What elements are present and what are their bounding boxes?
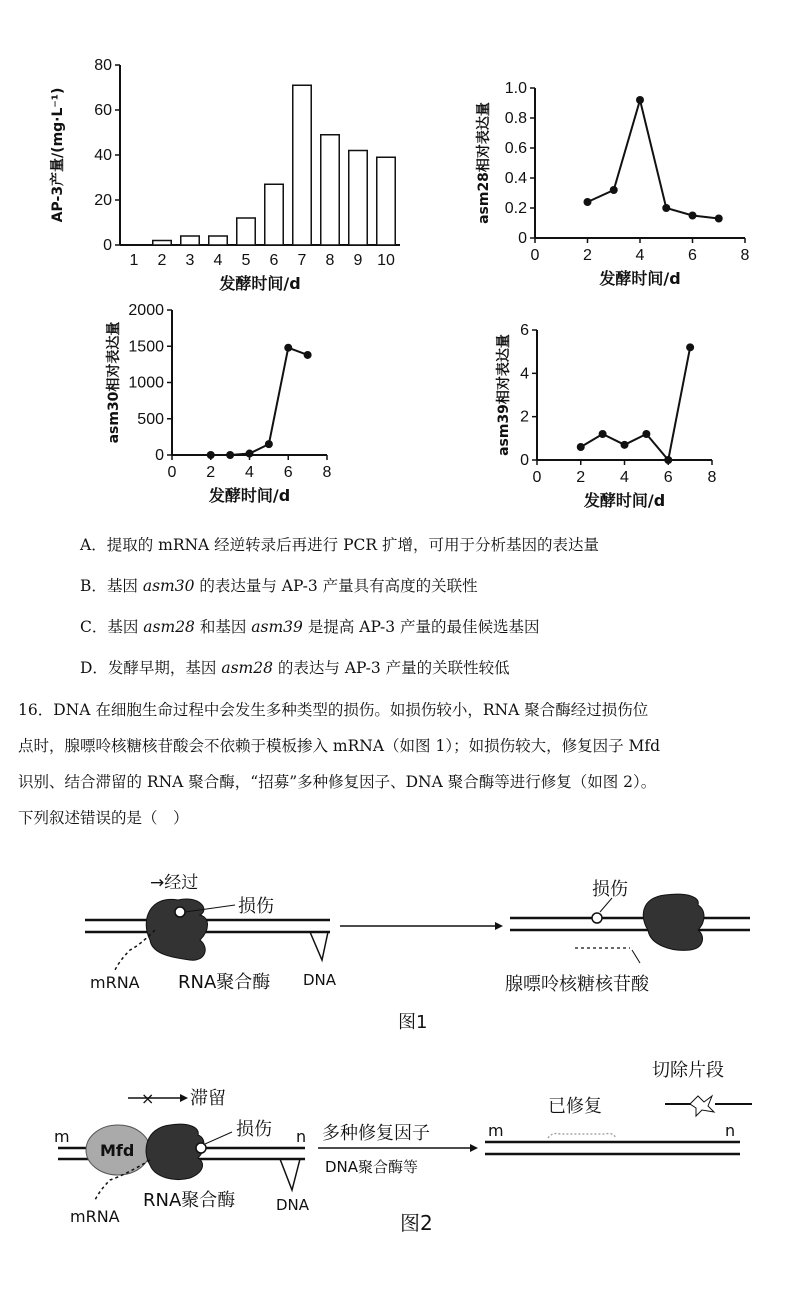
x-tick-label: 8 — [325, 252, 335, 269]
option-c-post: 是提高 AP-3 产量的最佳候选基因 — [302, 618, 540, 636]
option-d — [80, 656, 510, 678]
y-axis-label: asm28相对表达量 — [476, 102, 492, 224]
dnapol-label: DNA聚合酶等 — [325, 1158, 419, 1176]
m-label-left: m — [54, 1127, 70, 1146]
y-tick-label: 0.6 — [504, 140, 527, 157]
y-tick-label: 0.2 — [504, 200, 527, 217]
asm28-line-chart-svg — [470, 70, 770, 295]
data-point — [642, 430, 650, 438]
y-tick-label: 0 — [155, 447, 164, 464]
bar — [153, 241, 171, 246]
x-tick-label: 9 — [353, 252, 363, 269]
y-tick-label: 0 — [103, 237, 112, 254]
x-tick-label: 2 — [157, 252, 167, 269]
option-d-pre: D．发酵早期，基因 — [80, 659, 222, 677]
data-point — [610, 186, 618, 194]
data-point — [621, 441, 629, 449]
y-tick-label: 6 — [520, 322, 529, 339]
x-tick-label: 5 — [241, 252, 251, 269]
stall-label: 滞留 — [190, 1088, 226, 1109]
n-label-left: n — [296, 1127, 307, 1146]
data-point — [284, 344, 292, 352]
bar — [181, 236, 199, 245]
question-line-1: 16．DNA 在细胞生命过程中会发生多种类型的损伤。如损伤较小，RNA 聚合酶经过损伤位 — [18, 701, 649, 719]
x-tick-label: 4 — [245, 464, 254, 481]
option-b-post: 的表达量与 AP-3 产量具有高度的关联性 — [194, 577, 478, 595]
asm39-line-chart — [490, 310, 750, 515]
x-tick-label: 2 — [576, 469, 586, 486]
series-line — [581, 347, 690, 460]
y-axis-label: asm39相对表达量 — [496, 334, 512, 456]
m-label-right: m — [488, 1121, 504, 1140]
y-tick-label: 0.4 — [504, 170, 527, 187]
mrna-label-2: mRNA — [70, 1207, 120, 1226]
excised-label: 切除片段 — [652, 1060, 724, 1081]
asm30-line-chart — [100, 295, 360, 515]
bar — [349, 151, 367, 246]
option-c-mid: 和基因 — [194, 618, 252, 636]
bar — [237, 218, 255, 245]
x-tick-label: 2 — [206, 464, 216, 481]
y-tick-label: 0.8 — [504, 110, 527, 127]
option-c-pre: C．基因 — [80, 618, 144, 636]
fig2-right — [485, 1060, 752, 1154]
y-tick-label: 40 — [94, 147, 112, 164]
series-line — [588, 100, 719, 219]
dna-repair-figure — [0, 860, 800, 1290]
y-tick-label: 2 — [520, 408, 529, 426]
data-point — [246, 450, 254, 458]
x-tick-label: 4 — [213, 252, 223, 269]
x-tick-label: 0 — [530, 247, 540, 264]
x-tick-label: 8 — [707, 469, 717, 486]
fig2-left — [54, 1088, 310, 1226]
n-label-right: n — [725, 1121, 736, 1140]
y-tick-label: 0 — [520, 452, 529, 469]
asm28-line-chart — [470, 70, 770, 295]
stall-x: × — [141, 1089, 155, 1108]
excised-fragment-shape — [690, 1096, 714, 1116]
option-a: A．提取的 mRNA 经逆转录后再进行 PCR 扩增，可用于分析基因的表达量 — [80, 536, 599, 554]
x-tick-label: 1 — [129, 252, 139, 269]
option-c-gene1: asm28 — [143, 618, 195, 636]
y-axis-label: asm30相对表达量 — [106, 321, 122, 444]
data-point — [662, 204, 670, 212]
x-axis-label: 发酵时间/d — [219, 274, 301, 293]
option-c-gene2: asm39 — [251, 618, 303, 636]
adenine-label: 腺嘌呤核糖核苷酸 — [505, 974, 649, 995]
data-point — [304, 351, 312, 359]
dna-label-1: DNA — [303, 971, 337, 989]
ap3-bar-chart-svg — [40, 40, 410, 300]
x-tick-label: 0 — [167, 464, 177, 481]
data-point — [226, 451, 234, 459]
bar — [377, 157, 395, 245]
asm39-line-chart-svg — [490, 310, 750, 515]
x-tick-label: 6 — [269, 252, 279, 269]
y-tick-label: 4 — [520, 365, 529, 383]
option-d-gene: asm28 — [221, 659, 273, 677]
data-point — [636, 96, 644, 104]
option-b-pre: B．基因 — [80, 577, 143, 595]
x-tick-label: 0 — [532, 469, 542, 486]
data-point — [689, 212, 697, 220]
question-line-3: 识别、结合滞留的 RNA 聚合酶，“招募”多种修复因子、DNA 聚合酶等进行修复（如图 2）。 — [18, 773, 657, 791]
x-axis-label: 发酵时间/d — [583, 491, 666, 510]
y-tick-label: 1000 — [128, 374, 164, 392]
repaired-label: 已修复 — [548, 1096, 602, 1117]
y-tick-label: 1.0 — [504, 80, 527, 97]
x-tick-label: 8 — [740, 247, 750, 264]
mrna-label-1: mRNA — [90, 973, 140, 992]
fig1-caption: 图1 — [398, 1012, 428, 1033]
question-16 — [18, 692, 788, 836]
series-line — [211, 348, 308, 455]
y-axis-label: AP-3产量/(mg·L⁻¹) — [50, 87, 66, 223]
fig1-right — [505, 879, 750, 995]
data-point — [664, 456, 672, 464]
factors-label: 多种修复因子 — [322, 1123, 430, 1144]
y-tick-label: 1500 — [128, 338, 164, 356]
x-tick-label: 6 — [663, 469, 673, 486]
data-point — [599, 430, 607, 438]
option-b-gene: asm30 — [142, 577, 195, 595]
rnap-label-2: RNA聚合酶 — [143, 1190, 236, 1211]
x-tick-label: 7 — [297, 252, 307, 269]
option-b — [80, 574, 478, 596]
fig2-caption: 图2 — [400, 1211, 433, 1235]
x-tick-label: 6 — [688, 247, 697, 264]
x-axis-label: 发酵时间/d — [599, 269, 681, 288]
data-point — [207, 451, 215, 459]
data-point — [584, 198, 592, 206]
damage-label-3: 损伤 — [236, 1119, 272, 1140]
damage-label-1: 损伤 — [238, 896, 274, 917]
y-tick-label: 2000 — [128, 302, 164, 319]
data-point — [686, 343, 694, 351]
bar — [209, 236, 227, 245]
y-tick-label: 60 — [94, 102, 112, 119]
data-point — [265, 440, 273, 448]
data-point — [577, 443, 585, 451]
y-tick-label: 0 — [518, 230, 527, 247]
option-d-post: 的表达与 AP-3 产量的关联性较低 — [272, 659, 510, 677]
rnap-label-1: RNA聚合酶 — [178, 972, 271, 993]
asm30-line-chart-svg — [100, 295, 360, 515]
dna-label-2: DNA — [276, 1196, 310, 1214]
x-tick-label: 10 — [377, 252, 395, 269]
x-tick-label: 4 — [635, 247, 645, 264]
x-tick-label: 3 — [185, 252, 195, 269]
pass-label: →经过 — [150, 873, 199, 893]
data-point — [715, 215, 723, 223]
x-tick-label: 4 — [620, 469, 629, 486]
option-c — [80, 615, 540, 637]
x-tick-label: 8 — [322, 464, 332, 481]
bar — [265, 184, 283, 245]
bar — [293, 85, 311, 245]
x-axis-label: 发酵时间/d — [208, 486, 291, 505]
fig1-left — [85, 873, 337, 993]
x-tick-label: 2 — [583, 247, 592, 264]
y-tick-label: 500 — [137, 410, 164, 428]
question-line-4: 下列叙述错误的是（ ） — [18, 809, 189, 827]
damage-label-2: 损伤 — [592, 879, 628, 900]
damage-site-circle — [175, 907, 185, 917]
mfd-label: Mfd — [100, 1141, 135, 1160]
question-line-2: 点时，腺嘌呤核糖核苷酸会不依赖于模板掺入 mRNA（如图 1）；如损伤较大，修复因子 Mfd — [18, 737, 661, 755]
bar — [321, 135, 339, 245]
ap3-bar-chart — [40, 40, 410, 300]
y-tick-label: 20 — [94, 192, 112, 209]
dna-repair-figure-svg — [0, 860, 800, 1290]
x-tick-label: 6 — [283, 464, 293, 481]
y-tick-label: 80 — [94, 57, 112, 74]
